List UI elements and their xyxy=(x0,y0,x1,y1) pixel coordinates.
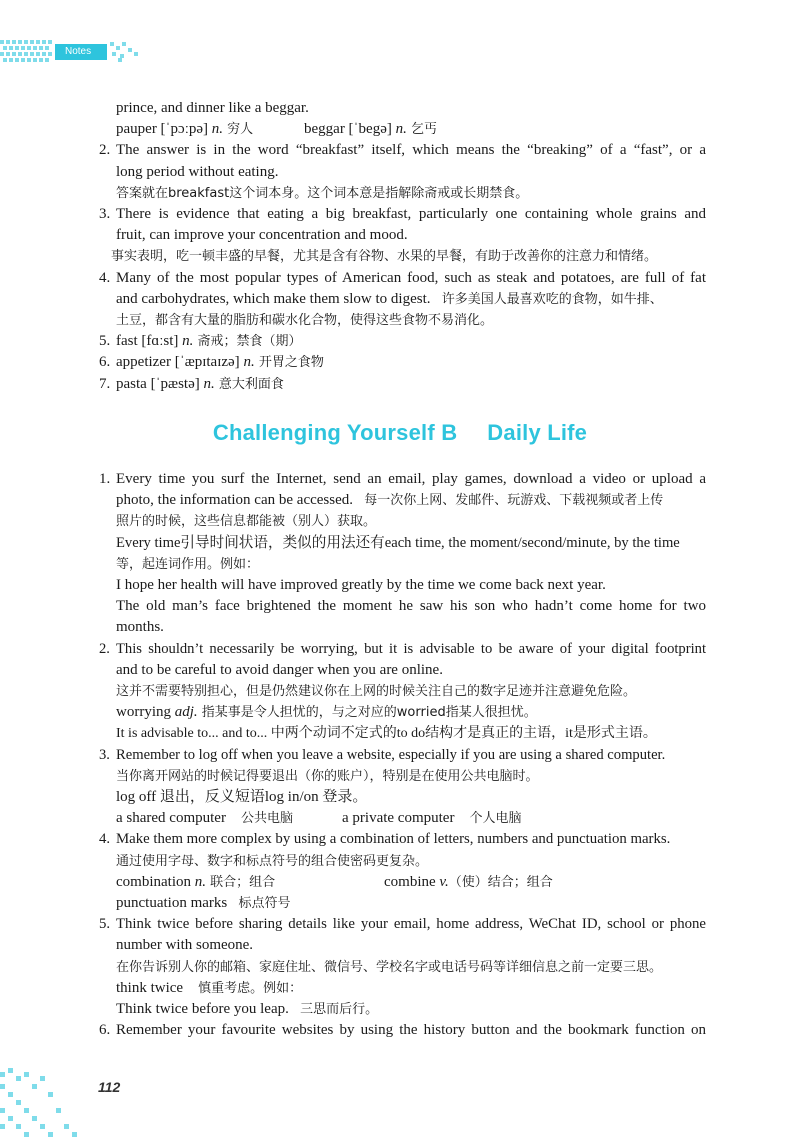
vocab-line: combination n. 联合；组合 combine v.（使）结合；组合 xyxy=(116,873,553,890)
note-line: It is advisable to... and to... 中两个动词不定式的to do结构才是真正的主语，it是形式主语。 xyxy=(116,726,657,742)
text-line: and carbohydrates, which make them slow to digest. 许多美国人最喜欢吃的食物，如牛排、 xyxy=(116,290,663,307)
text-line: prince, and dinner like a beggar. xyxy=(116,100,309,116)
vocab-line: a shared computer 公共电脑 a private computer 个人电脑 xyxy=(116,810,522,827)
translation-line: 在你告诉别人你的邮箱、家庭住址、微信号、学校名字或电话号码等详细信息之前一定要三思。 xyxy=(116,959,663,975)
text-line: long period without eating. xyxy=(116,163,279,180)
note-line: log off 退出，反义短语log in/on 登录。 xyxy=(116,789,368,806)
translation-line: 答案就在breakfast这个词本身。这个词本意是指解除斋戒或长期禁食。 xyxy=(116,185,529,201)
text-line: and to be careful to avoid danger when you are online. xyxy=(116,661,443,678)
page-content xyxy=(99,98,706,395)
vocab-line: punctuation marks 标点符号 xyxy=(116,895,291,912)
example-line: months. xyxy=(116,619,164,636)
list-item: 3. There is evidence that eating a big breakfast, particularly one containing whole grains and xyxy=(99,206,706,223)
vocab-line: pauper [ˈpɔːpə] n. 穷人 beggar [ˈbegə] n. 乞丐 xyxy=(116,121,438,138)
text-line: fruit, can improve your concentration and mood. xyxy=(116,227,408,244)
text-line: number with someone. xyxy=(116,937,254,954)
translation-line: 这并不需要特别担心，但是仍然建议你在上网的时候关注自己的数字足迹并注意避免危险。 xyxy=(116,684,637,700)
notes-tab: Notes xyxy=(55,44,107,60)
translation-line: 通过使用字母、数字和标点符号的组合使密码更复杂。 xyxy=(116,853,429,869)
list-item: 6. Remember your favourite websites by using the history button and the bookmark function on xyxy=(99,1022,706,1039)
translation-line: 事实表明，吃一顿丰盛的早餐，尤其是含有谷物、水果的早餐，有助于改善你的注意力和情绪。 xyxy=(111,249,658,265)
example-line: Think twice before you leap. 三思而后行。 xyxy=(116,1001,379,1018)
vocab-line: think twice 慎重考虑。例如： xyxy=(116,979,303,996)
list-item: 4. Make them more complex by using a combination of letters, numbers and punctuation marks. xyxy=(99,831,671,848)
section-heading: Challenging Yourself B Daily Life xyxy=(212,420,588,445)
list-item: 2. The answer is in the word “breakfast” itself, which means the “breaking” of a “fast”, or a xyxy=(99,142,706,159)
example-line: I hope her health will have improved greatly by the time we come back next year. xyxy=(116,577,606,594)
list-item: 2. This shouldn’t necessarily be worrying, but it is advisable to be aware of your digital footprint xyxy=(99,640,706,657)
list-item: 4. Many of the most popular types of American food, such as steak and potatoes, are full of fat xyxy=(99,269,706,286)
text-line: Every time引导时间状语，类似的用法还有each time, the moment/second/minute, by the time xyxy=(116,534,680,551)
section-content xyxy=(99,469,706,1041)
list-item: 5. Think twice before sharing details like your email, home address, WeChat ID, school or phone xyxy=(99,916,706,933)
text-line: photo, the information can be accessed. 每一次你上网、发邮件、玩游戏、下载视频或者上传 xyxy=(116,492,664,509)
list-item: 1. Every time you surf the Internet, send an email, play games, download a video or upload a xyxy=(99,471,706,487)
page-number: 112 xyxy=(98,1079,121,1095)
list-item: 6. appetizer [ˈæpɪtaɪzə] n. 开胃之食物 xyxy=(99,354,324,371)
example-line: The old man’s face brightened the moment he saw his son who hadn’t come home for two xyxy=(116,598,706,615)
translation-line: 当你离开网站的时候记得要退出（你的账户），特别是在使用公共电脑时。 xyxy=(116,768,539,784)
list-item: 3. Remember to log off when you leave a website, especially if you are using a shared computer. xyxy=(99,746,666,763)
list-item: 7. pasta [ˈpæstə] n. 意大利面食 xyxy=(99,375,284,392)
note-line: worrying adj. 指某事是令人担忧的，与之对应的worried指某人很担忧。 xyxy=(116,704,537,721)
footer-pixel-pattern xyxy=(0,1068,90,1138)
translation-line: 照片的时候，这些信息都能被（别人）获取。 xyxy=(116,514,377,530)
translation-line: 等，起连词作用。例如： xyxy=(116,556,260,572)
list-item: 5. fast [fɑːst] n. 斋戒；禁食（期） xyxy=(99,333,302,350)
translation-line: 土豆，都含有大量的脂肪和碳水化合物，使得这些食物不易消化。 xyxy=(116,313,494,329)
